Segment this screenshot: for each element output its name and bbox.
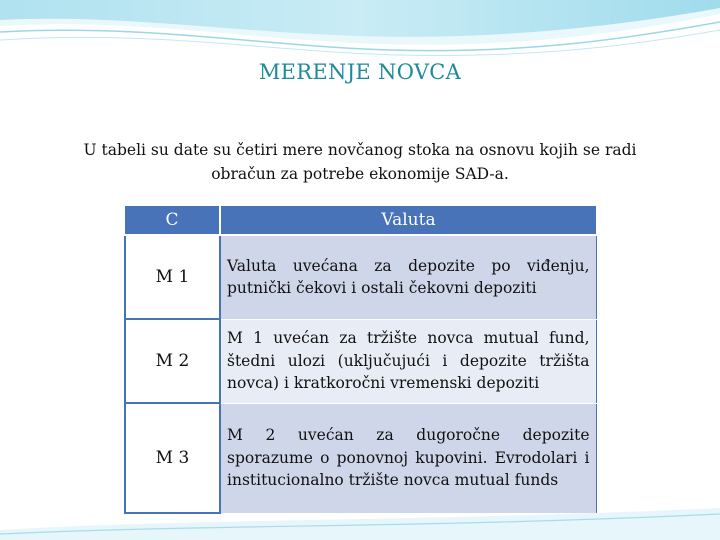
header-valuta: Valuta: [220, 206, 596, 235]
header-c: C: [125, 206, 220, 235]
money-measures-table: [124, 206, 597, 514]
intro-paragraph: U tabeli su date su četiri mere novčanog stoka na osnovu kojih se radi obračun za potrebe ekonomije SAD-a.: [83, 141, 637, 183]
table-header-row: [125, 206, 596, 235]
table-row: [125, 403, 596, 513]
measure-description: M 2 uvećan za dugoročne depozite sporazume o ponovnoj kupovini. Evrodolari i institucionalno tržište novca mutual funds: [220, 403, 596, 513]
measure-label: M 3: [125, 403, 220, 513]
measure-description: M 1 uvećan za tržište novca mutual fund, štedni ulozi (uključujući i depozite tržišta novca) i kratkoročni vremenski depoziti: [220, 319, 596, 403]
measure-label: M 1: [125, 235, 220, 319]
measure-label: M 2: [125, 319, 220, 403]
table-row: [125, 235, 596, 319]
slide-title: MERENJE NOVCA: [258, 60, 462, 84]
table-row: [125, 319, 596, 403]
measure-description: Valuta uvećana za depozite po viđenju, putnički čekovi i ostali čekovni depoziti: [220, 235, 596, 319]
bottom-wave-decoration: [0, 500, 720, 540]
